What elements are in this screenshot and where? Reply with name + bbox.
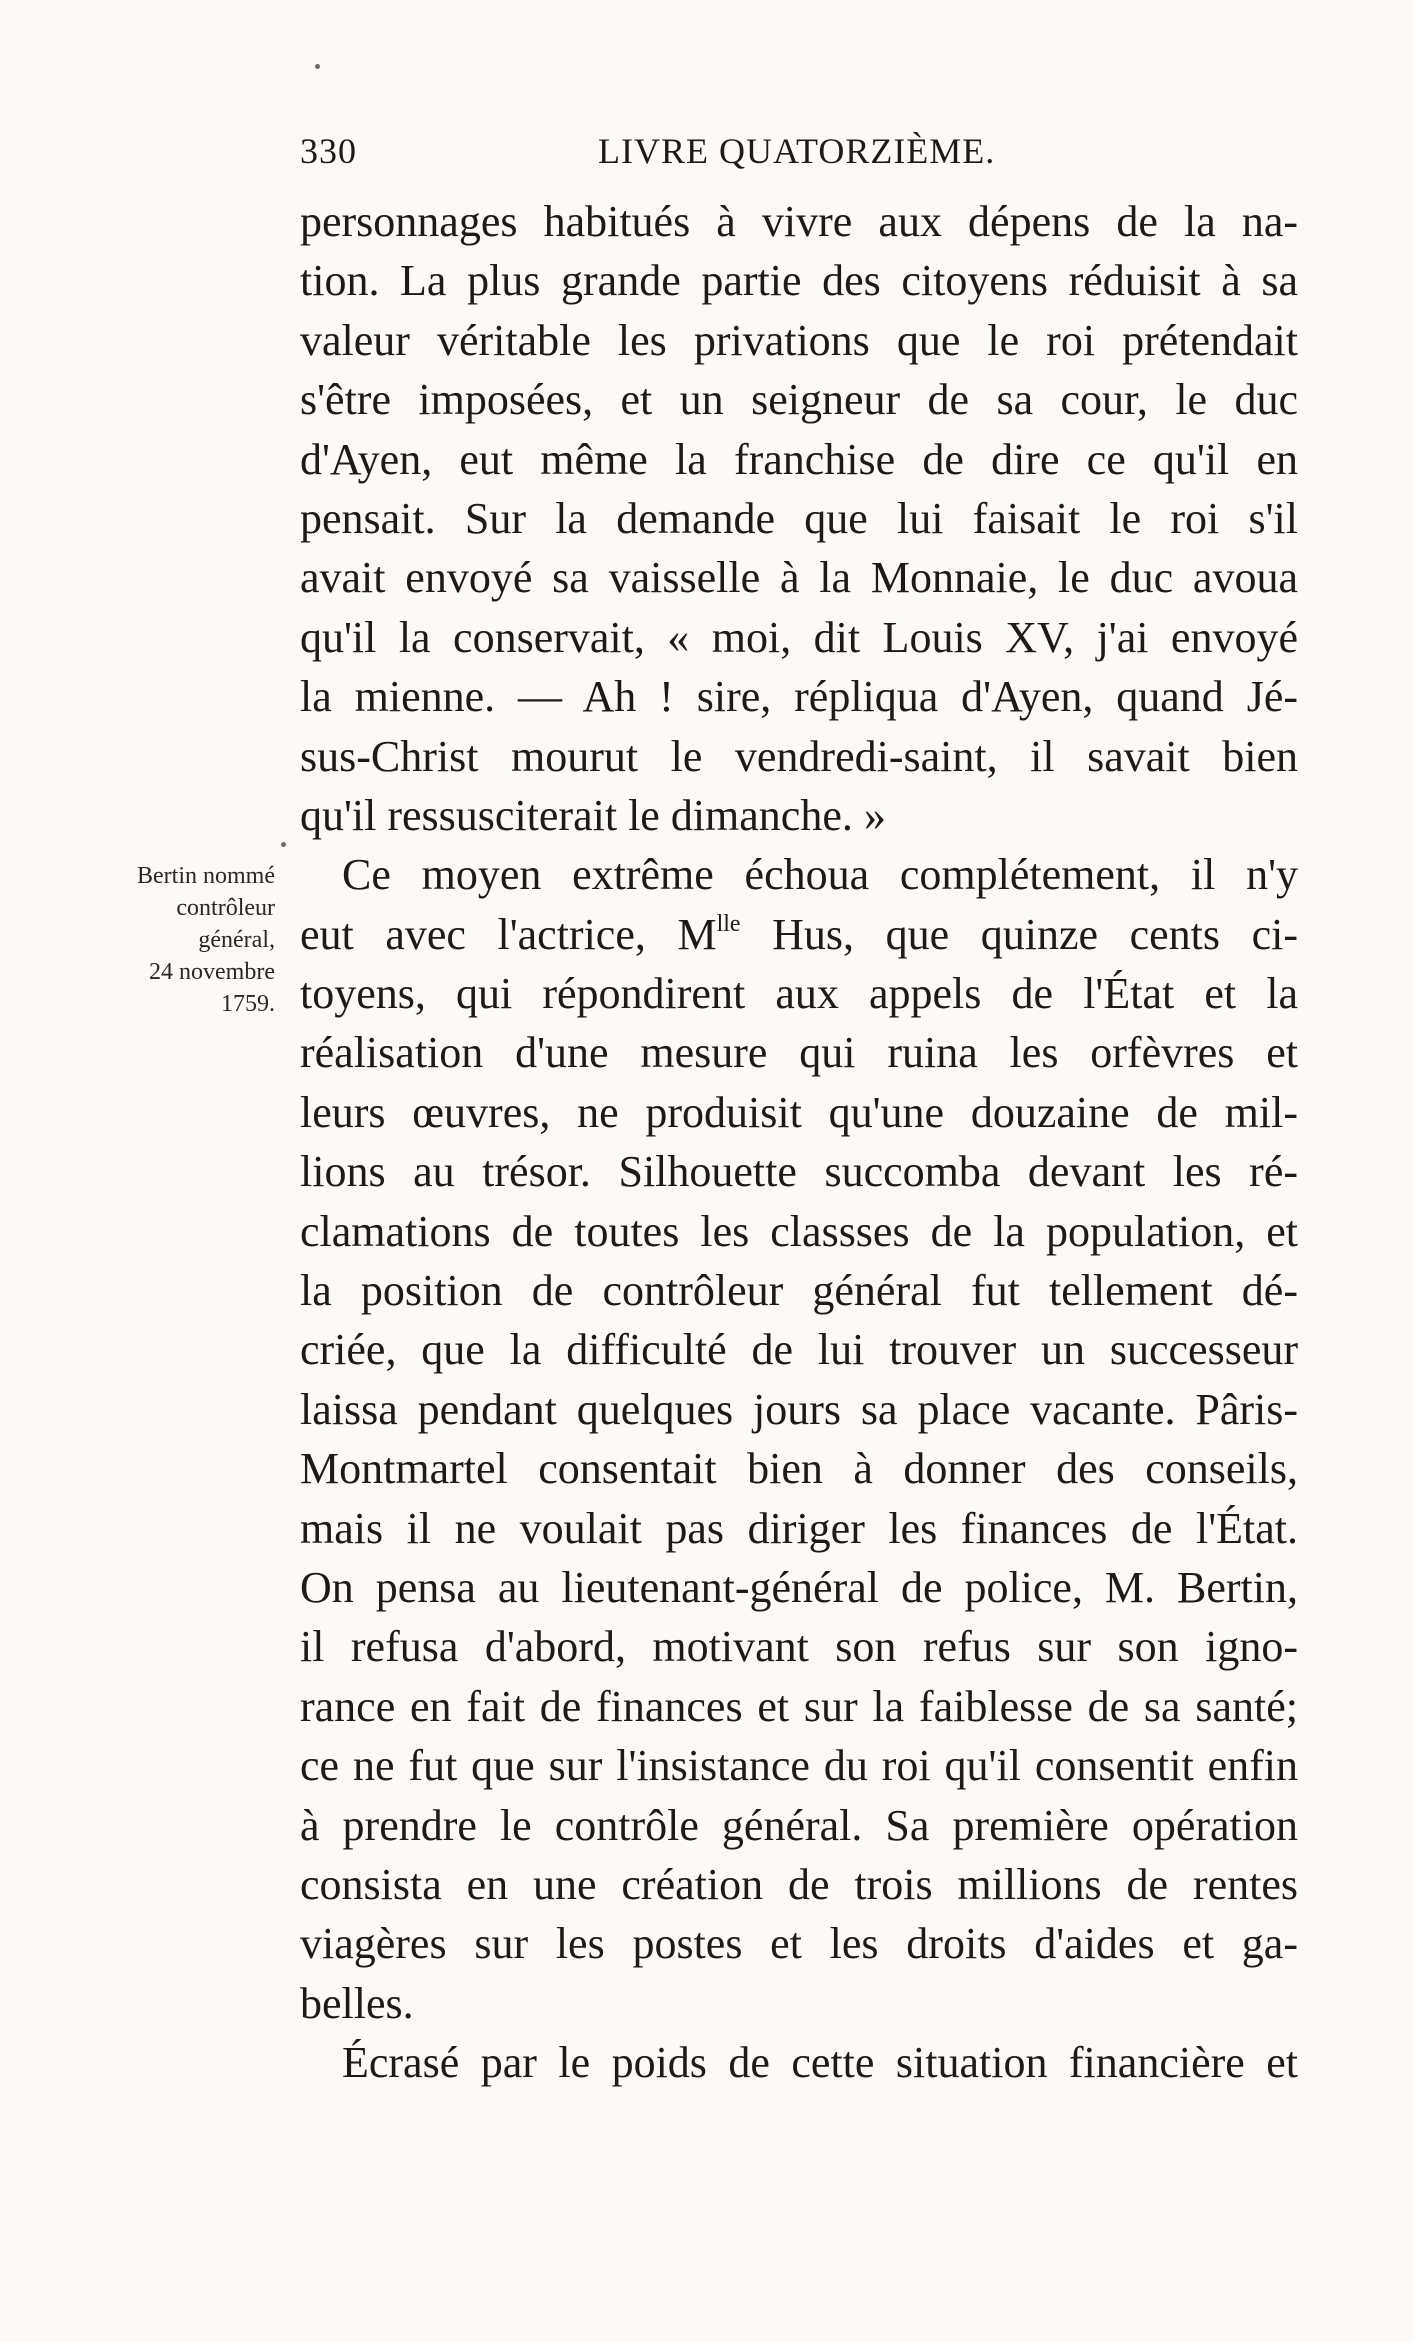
text-line: à prendre le contrôle général. Sa première opération <box>300 1800 1298 1850</box>
running-title: LIVRE QUATORZIÈME. <box>598 131 996 171</box>
marginal-note <box>40 860 275 1020</box>
text-line: lions au trésor. Silhouette succomba devant les ré- <box>300 1147 1298 1197</box>
text-line: rance en fait de finances et sur la faiblesse de sa santé; <box>300 1681 1298 1731</box>
text-line: tion. La plus grande partie des citoyens réduisit à sa <box>300 256 1298 306</box>
text-line: clamations de toutes les classses de la population, et <box>300 1206 1298 1256</box>
marginal-note-line: Bertin nommé <box>137 863 275 889</box>
text-line: valeur véritable les privations que le roi prétendait <box>300 315 1298 365</box>
text-segment: Hus, que quinze cents ci- <box>740 909 1298 959</box>
text-line: personnages habitués à vivre aux dépens de la na- <box>300 197 1298 246</box>
text-line: viagères sur les postes et les droits d'aides et ga- <box>300 1919 1298 1969</box>
page-number: 330 <box>300 131 357 171</box>
text-line: ce ne fut que sur l'insistance du roi qu'il consentit enfin <box>300 1741 1298 1791</box>
marginal-note-line: contrôleur <box>176 895 275 921</box>
print-speck <box>315 64 320 69</box>
text-line: consista en une création de trois millions de rentes <box>300 1859 1298 1909</box>
text-line: la position de contrôleur général fut tellement dé- <box>300 1266 1298 1316</box>
text-line: pensait. Sur la demande que lui faisait le roi s'il <box>300 493 1298 543</box>
text-line: belles. <box>300 1978 414 2028</box>
marginal-note-line: général, <box>198 927 275 953</box>
body-text <box>300 192 1298 2093</box>
text-line: criée, que la difficulté de lui trouver un successeur <box>300 1325 1298 1375</box>
text-line: réalisation d'une mesure qui ruina les orfèvres et <box>300 1028 1298 1078</box>
text-line: sus-Christ mourut le vendredi-saint, il savait bien <box>300 731 1298 781</box>
marginal-note-line: 24 novembre <box>149 959 275 985</box>
text-segment: eut avec l'actrice, M <box>300 909 717 959</box>
print-speck <box>281 842 286 847</box>
text-line: qu'il la conservait, « moi, dit Louis XV, j'ai envoyé <box>300 612 1298 662</box>
text-line: leurs œuvres, ne produisit qu'une douzaine de mil- <box>300 1087 1298 1137</box>
text-line: il refusa d'abord, motivant son refus sur son igno- <box>300 1622 1298 1672</box>
text-line: d'Ayen, eut même la franchise de dire ce qu'il en <box>300 434 1298 484</box>
text-line-with-superscript <box>300 905 1298 964</box>
marginal-note-line: 1759. <box>221 991 275 1017</box>
paragraph-start-line: Écrasé par le poids de cette situation financière et <box>342 2038 1298 2088</box>
text-line: mais il ne voulait pas diriger les finances de l'État. <box>300 1503 1298 1553</box>
paragraph-start-line: Ce moyen extrême échoua complétement, il n'y <box>342 850 1298 900</box>
text-line: toyens, qui répondirent aux appels de l'État et la <box>300 969 1298 1019</box>
text-line: s'être imposées, et un seigneur de sa cour, le duc <box>300 375 1298 425</box>
text-line: qu'il ressusciterait le dimanche. » <box>300 790 886 840</box>
text-line: On pensa au lieutenant-général de police, M. Bertin, <box>300 1562 1298 1612</box>
text-line: la mienne. — Ah ! sire, répliqua d'Ayen, quand Jé- <box>300 672 1298 722</box>
running-head <box>300 130 1300 180</box>
text-line: avait envoyé sa vaisselle à la Monnaie, le duc avoua <box>300 553 1298 603</box>
superscript-abbreviation: lle <box>716 910 741 937</box>
text-line: laissa pendant quelques jours sa place vacante. Pâris- <box>300 1384 1298 1434</box>
text-line: Montmartel consentait bien à donner des conseils, <box>300 1444 1298 1494</box>
